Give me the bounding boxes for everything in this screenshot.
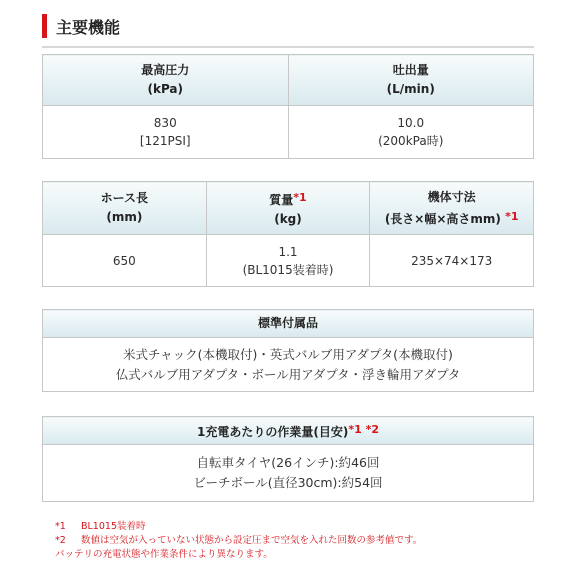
spec-table-pressure bbox=[42, 54, 534, 159]
accessories-list: 米式チャック(本機取付)・英式バルブ用アダプタ(本機取付) 仏式バルブ用アダプタ・ボール用アダプタ・浮き輪用アダプタ bbox=[43, 338, 534, 392]
value-discharge: 10.0 (200kPa時) bbox=[288, 106, 534, 159]
value-hose-length: 650 bbox=[43, 235, 207, 287]
value-body-size: 235×74×173 bbox=[370, 235, 534, 287]
header-workload: 1充電あたりの作業量(目安)*1 *2 bbox=[43, 417, 534, 445]
footnote-2-continued: バッテリの充電状態や作業条件により異なります。 bbox=[55, 549, 273, 560]
workload-list: 自転車タイヤ(26インチ):約46回 ビーチボール(直径30cm):約54回 bbox=[43, 445, 534, 502]
divider bbox=[42, 46, 534, 48]
value-weight: 1.1 (BL1015装着時) bbox=[206, 235, 370, 287]
workload-table bbox=[42, 416, 534, 502]
footnote-mark: *1 bbox=[505, 209, 519, 223]
footnote-mark: *1 bbox=[293, 190, 307, 204]
value-max-pressure: 830 [121PSI] bbox=[43, 106, 289, 159]
header-max-pressure: 最高圧力 (kPa) bbox=[43, 55, 289, 106]
header-weight: 質量*1 (kg) bbox=[206, 182, 370, 235]
spec-table-dimensions bbox=[42, 181, 534, 287]
accent-bar bbox=[42, 14, 47, 38]
header-body-size: 機体寸法 (長さ×幅×高さmm) *1 bbox=[370, 182, 534, 235]
footnote-1: *1 BL1015装着時 bbox=[55, 521, 146, 532]
footnote-mark: *1 *2 bbox=[348, 422, 379, 436]
header-discharge: 吐出量 (L/min) bbox=[288, 55, 534, 106]
header-accessories: 標準付属品 bbox=[43, 310, 534, 338]
section-title: 主要機能 bbox=[56, 18, 121, 37]
header-hose-length: ホース長 (mm) bbox=[43, 182, 207, 235]
footnotes bbox=[55, 520, 525, 562]
footnote-2: *2 数値は空気が入っていない状態から設定圧まで空気を入れた回数の参考値です。 bbox=[55, 535, 423, 546]
accessories-table bbox=[42, 309, 534, 392]
section-header bbox=[42, 12, 534, 40]
